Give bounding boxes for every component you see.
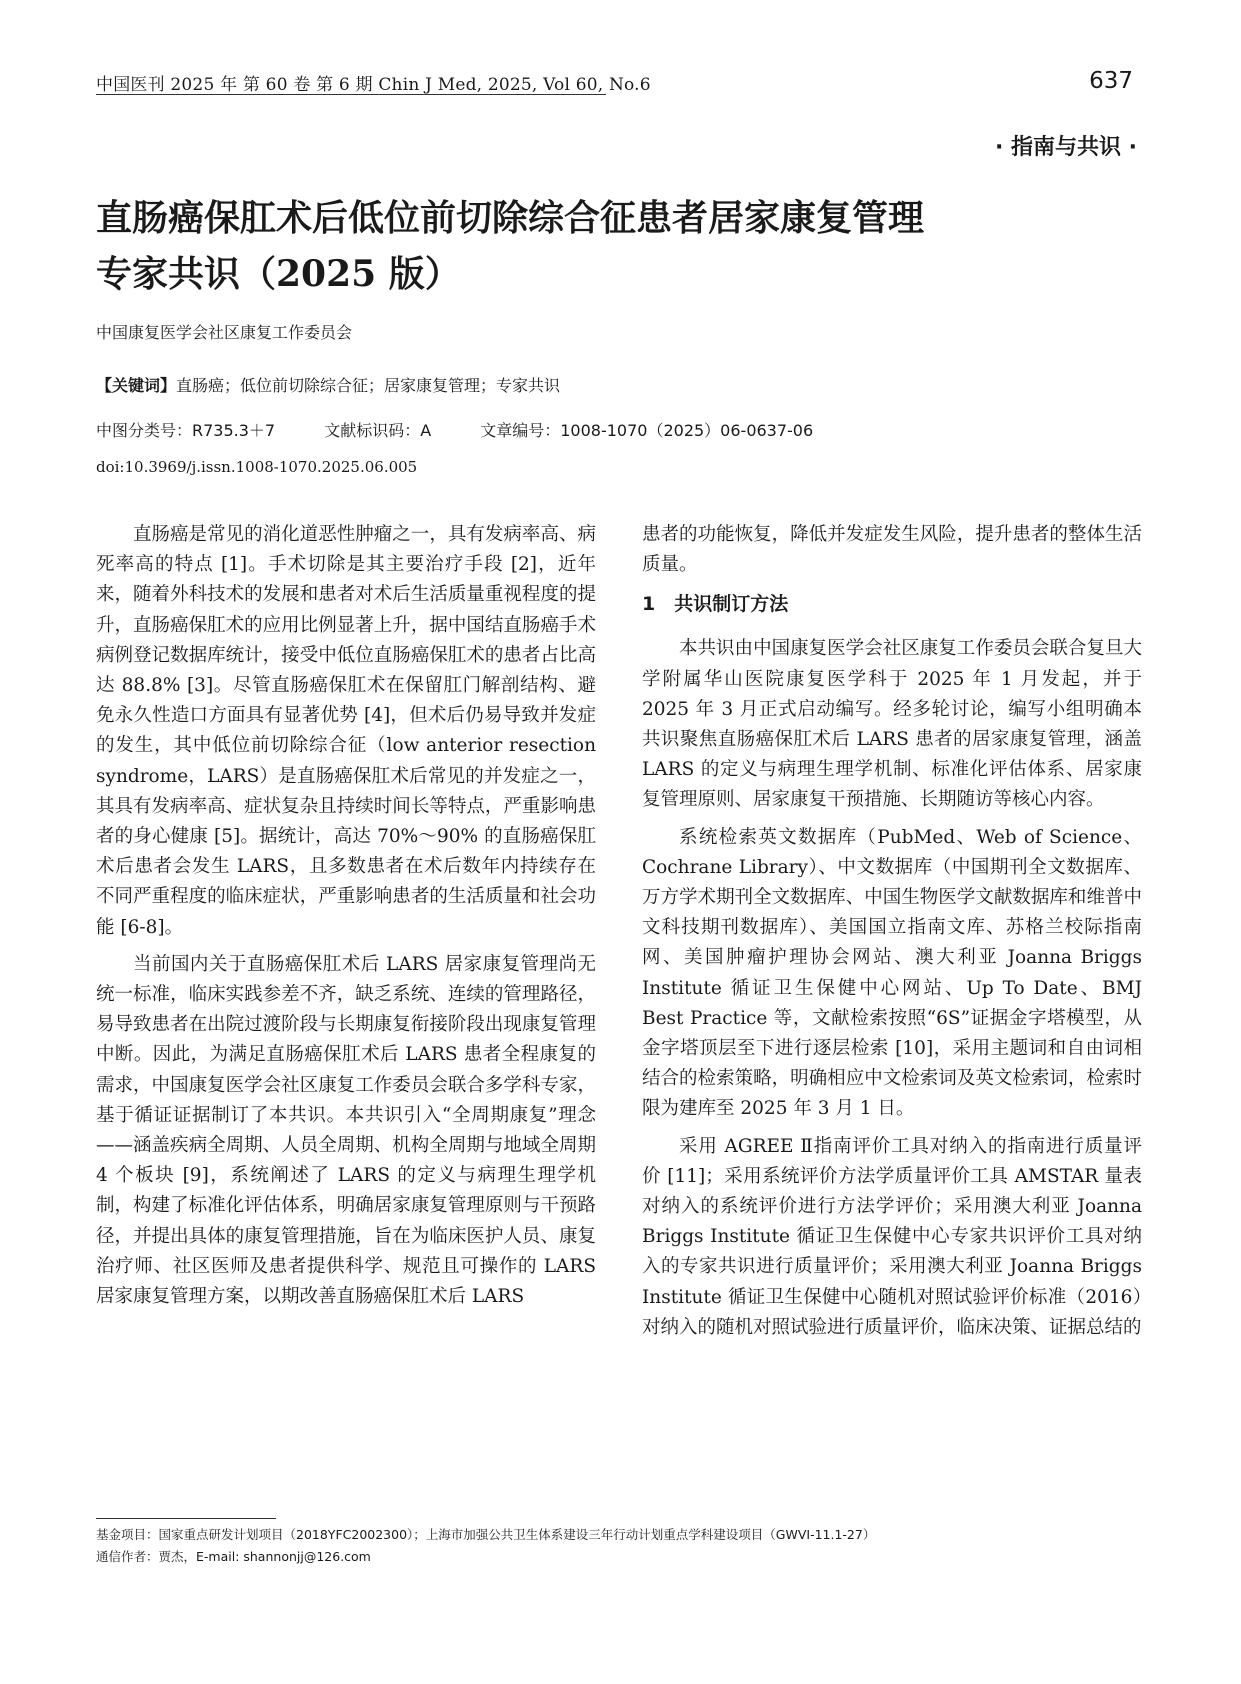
body-column-right <box>642 520 1142 1505</box>
section-tag: · 指南与共识 · <box>994 135 1137 160</box>
paragraph: 本共识由中国康复医学会社区康复工作委员会联合复旦大学附属华山医院康复医学科于 2025 年 1 月发起，并于 2025 年 3 月正式启动编写。经多轮讨论，编写小组明确本共识聚焦直肠癌保肛术后 LARS 患者的居家康复管理，涵盖 LARS 的定义与病理生理学机制、标准化评估体系、居家康复管理原则、居家康复干预措施、长期随访等核心内容。 <box>642 638 1142 811</box>
header-rule <box>96 94 606 95</box>
keywords-text: 直肠癌；低位前切除综合征；居家康复管理；专家共识 <box>176 376 561 395</box>
paragraph: 采用 AGREE Ⅱ指南评价工具对纳入的指南进行质量评价 [11]；采用系统评价方法学质量评价工具 AMSTAR 量表对纳入的系统评价进行方法学评价；采用澳大利亚 Joanna Briggs Institute 循证卫生保健中心专家共识评价工具对纳入的专家共识进行质量评价；采用澳大利亚 Joanna Briggs Institute 循证卫生保健中心随机对照试验评价标准（2016）对纳入的随机对照试验进行质量评价，临床决策、证据总结的 <box>642 1135 1142 1338</box>
page-number: 637 <box>1089 68 1133 94</box>
article-number: 文章编号：1008-1070（2025）06-0637-06 <box>480 421 814 440</box>
paragraph-continued: 患者的功能恢复，降低并发症发生风险，提升患者的整体生活质量。 <box>642 524 1142 576</box>
paragraph: 直肠癌是常见的消化道恶性肿瘤之一，具有发病率高、病死率高的特点 [1]。手术切除是其主要治疗手段 [2]，近年来，随着外科技术的发展和患者对术后生活质量重视程度的提升，直肠癌保肛术的应用比例显著上升，据中国结直肠癌手术病例登记数据库统计，接受中低位直肠癌保肛术的患者占比高达 88.8% [3]。尽管直肠癌保肛术在保留肛门解剖结构、避免永久性造口方面具有显著优势 [4]，但术后仍易导致并发症的发生，其中低位前切除综合征（low anterior resection syndrome，LARS）是直肠癌保肛术后常见的并发症之一，其具有发病率高、症状复杂且持续时间长等特点，严重影响患者的身心健康 [5]。据统计，高达 70%～90% 的直肠癌保肛术后患者会发生 LARS，且多数患者在术后数年内持续存在不同严重程度的临床症状，严重影响患者的生活质量和社会功能 [6-8]。 <box>96 524 596 938</box>
footnote-rule <box>96 1518 276 1519</box>
footnotes <box>96 1524 875 1568</box>
doi: doi:10.3969/j.issn.1008-1070.2025.06.005 <box>96 458 418 476</box>
title-line-2: 专家共识（2025 版） <box>96 253 461 295</box>
author-organization: 中国康复医学会社区康复工作委员会 <box>96 323 353 342</box>
article-title <box>96 190 1136 302</box>
running-head: 中国医刊 2025 年 第 60 卷 第 6 期 Chin J Med, 2025, Vol 60, No.6 <box>96 75 651 95</box>
clc-number: 中图分类号：R735.3＋7 <box>96 421 276 440</box>
title-line-1: 直肠癌保肛术后低位前切除综合征患者居家康复管理 <box>96 197 925 239</box>
classification-line <box>96 418 857 441</box>
paragraph: 系统检索英文数据库（PubMed、Web of Science、Cochrane Library）、中文数据库（中国期刊全文数据库、万方学术期刊全文数据库、中国生物医学文献数据库和维普中文科技期刊数据库）、美国国立指南文库、苏格兰校际指南网、美国肿瘤护理协会网站、澳大利亚 Joanna Briggs Institute 循证卫生保健中心网站、Up To Date、BMJ Best Practice 等，文献检索按照“6S”证据金字塔模型，从金字塔顶层至下进行逐层检索 [10]，采用主题词和自由词相结合的检索策略，明确相应中文检索词及英文检索词，检索时限为建库至 2025 年 3 月 1 日。 <box>642 826 1142 1120</box>
corresponding-author-footnote: 通信作者：贾杰，E-mail: shannonjj@126.com <box>96 1549 371 1564</box>
keywords <box>96 373 560 396</box>
fund-footnote: 基金项目：国家重点研发计划项目（2018YFC2002300）；上海市加强公共卫生体系建设三年行动计划重点学科建设项目（GWVI-11.1-27） <box>96 1527 876 1542</box>
document-code: 文献标识码：A <box>324 421 432 440</box>
section-heading: 1 共识制订方法 <box>642 593 789 616</box>
body-column-left <box>96 520 596 1505</box>
keywords-label: 【关键词】 <box>96 376 177 395</box>
paragraph: 当前国内关于直肠癌保肛术后 LARS 居家康复管理尚无统一标准，临床实践参差不齐，缺乏系统、连续的管理路径，易导致患者在出院过渡阶段与长期康复衔接阶段出现康复管理中断。因此，为满足直肠癌保肛术后 LARS 患者全程康复的需求，中国康复医学会社区康复工作委员会联合多学科专家，基于循证证据制订了本共识。本共识引入“全周期康复”理念——涵盖疾病全周期、人员全周期、机构全周期与地域全周期 4 个板块 [9]，系统阐述了 LARS 的定义与病理生理学机制，构建了标准化评估体系，明确居家康复管理原则与干预路径，并提出具体的康复管理措施，旨在为临床医护人员、康复治疗师、社区医师及患者提供科学、规范且可操作的 LARS 居家康复管理方案，以期改善直肠癌保肛术后 LARS <box>96 953 596 1308</box>
